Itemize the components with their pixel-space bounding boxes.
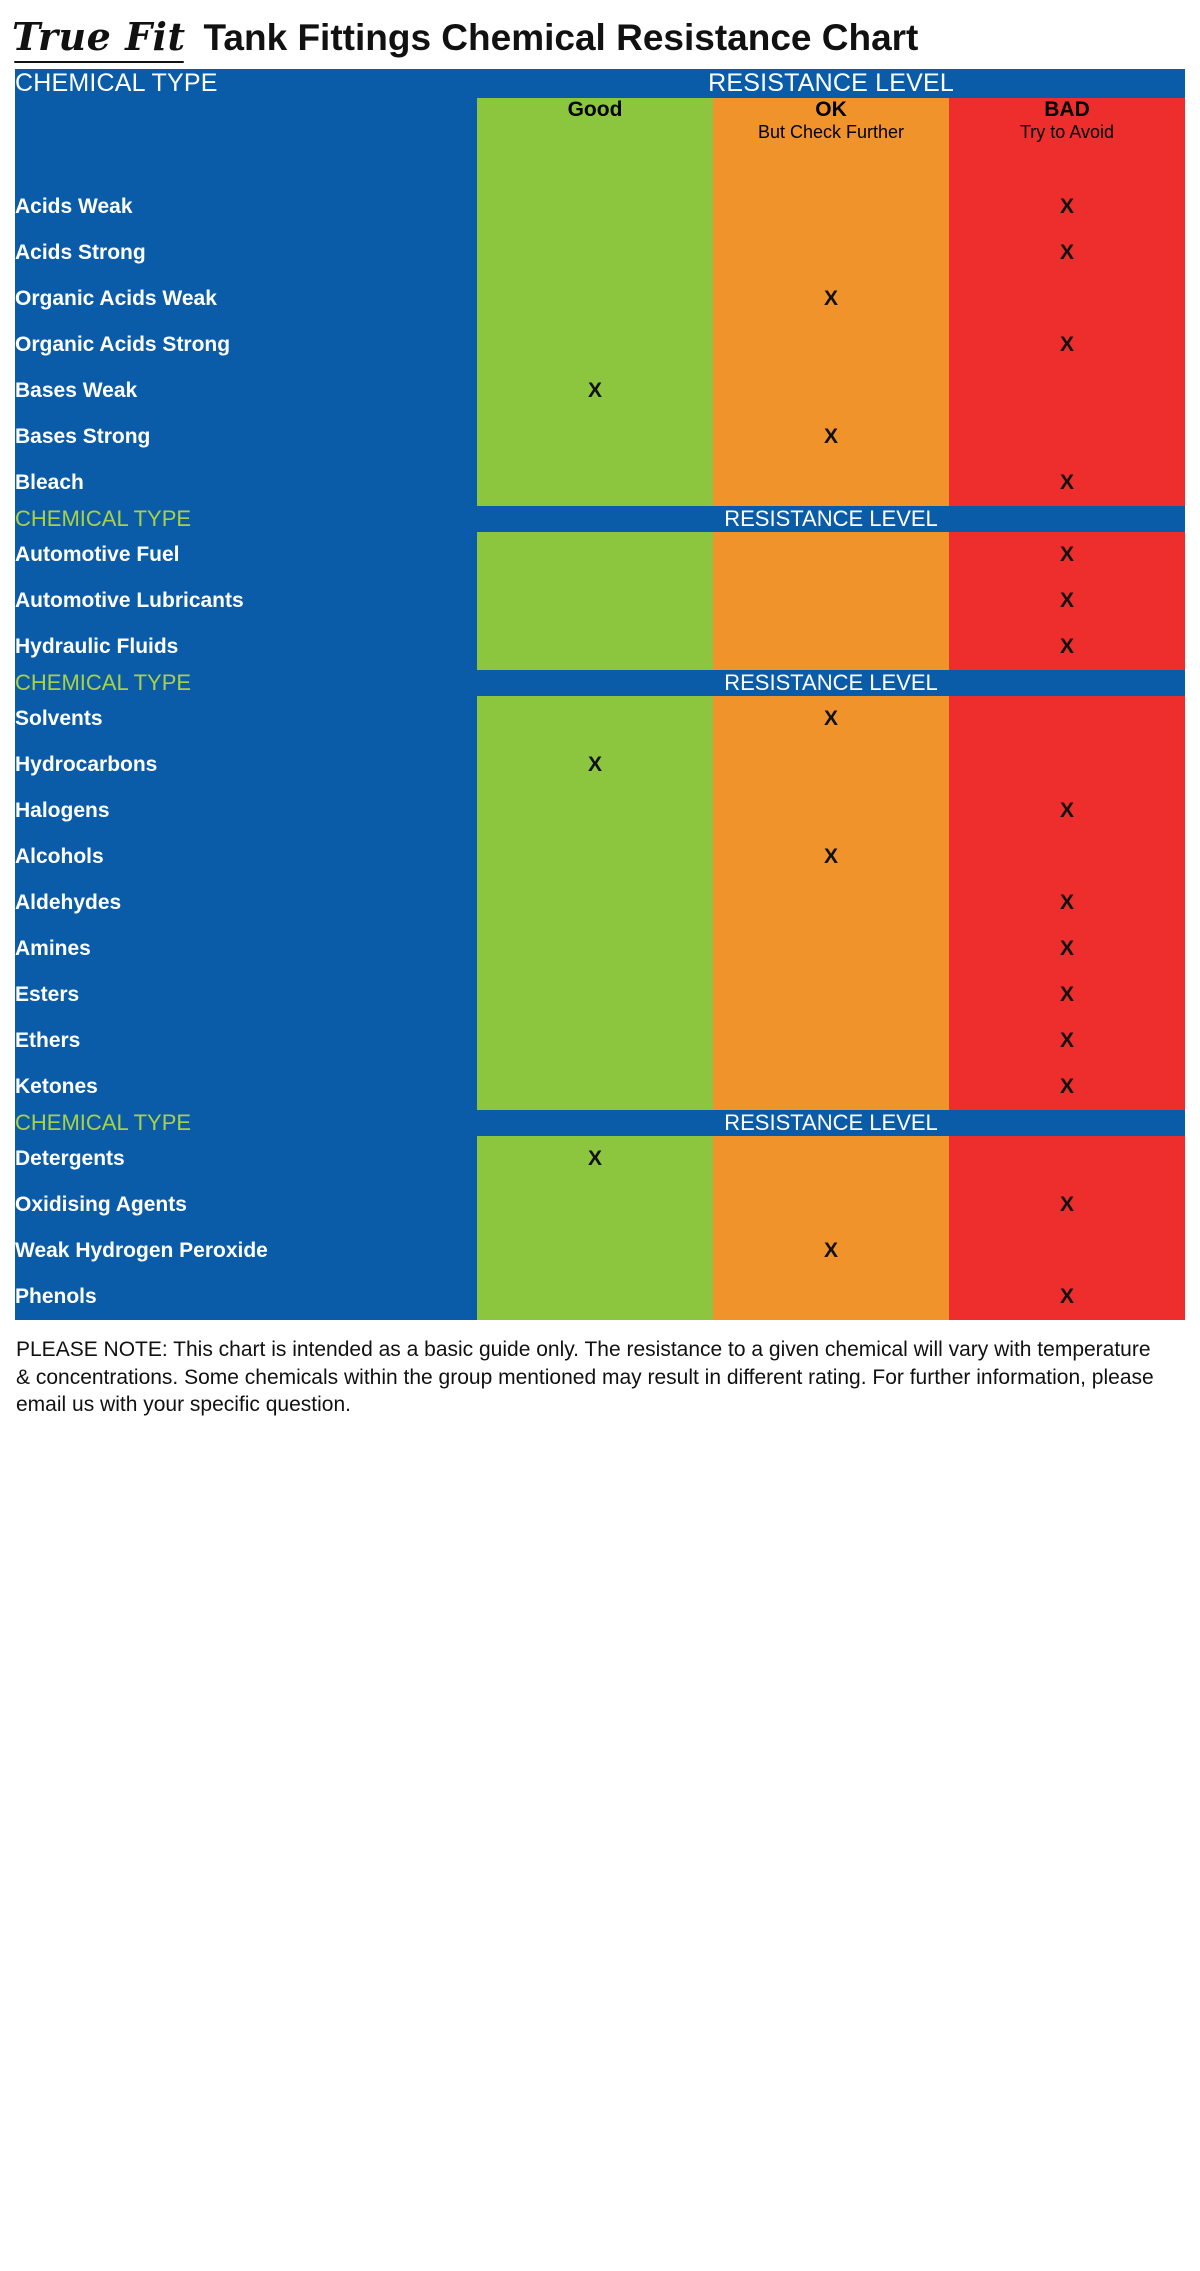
rating-cell-ok: [713, 1182, 949, 1228]
chemical-name: Alcohols: [15, 834, 477, 880]
rating-cell-bad: X: [949, 322, 1185, 368]
rating-cell-ok: X: [713, 1228, 949, 1274]
chemical-name: Bases Strong: [15, 414, 477, 460]
chemical-name: Esters: [15, 972, 477, 1018]
rating-cell-bad: X: [949, 578, 1185, 624]
rating-cell-good: [477, 624, 713, 670]
rating-cell-good: X: [477, 742, 713, 788]
rating-cell-ok: [713, 230, 949, 276]
rating-cell-bad: X: [949, 880, 1185, 926]
rating-cell-bad: [949, 1136, 1185, 1182]
section-resistance-level-label: RESISTANCE LEVEL: [477, 670, 1185, 696]
table-row: [15, 230, 1185, 276]
rating-cell-good: [477, 1182, 713, 1228]
legend-label: OK: [815, 98, 847, 121]
legend-sublabel: But Check Further: [757, 122, 905, 143]
chemical-name: Amines: [15, 926, 477, 972]
rating-cell-ok: [713, 1064, 949, 1110]
rating-cell-good: [477, 276, 713, 322]
table-row: [15, 1018, 1185, 1064]
legend-label: BAD: [1044, 98, 1090, 121]
rating-cell-good: [477, 322, 713, 368]
rating-cell-good: [477, 880, 713, 926]
chemical-name: Detergents: [15, 1136, 477, 1182]
page-header: [0, 0, 1200, 69]
rating-cell-bad: X: [949, 532, 1185, 578]
rating-cell-good: [477, 1064, 713, 1110]
table-row: [15, 322, 1185, 368]
rating-cell-ok: X: [713, 834, 949, 880]
rating-cell-good: [477, 972, 713, 1018]
section-divider-row: [15, 670, 1185, 696]
chemical-name: Acids Weak: [15, 184, 477, 230]
chemical-name: Bleach: [15, 460, 477, 506]
rating-cell-bad: X: [949, 972, 1185, 1018]
legend-label: Good: [567, 98, 623, 121]
rating-cell-bad: [949, 414, 1185, 460]
section-resistance-level-label: RESISTANCE LEVEL: [477, 1110, 1185, 1136]
rating-cell-ok: [713, 624, 949, 670]
table-row: [15, 1182, 1185, 1228]
rating-cell-bad: X: [949, 1182, 1185, 1228]
rating-cell-good: X: [477, 368, 713, 414]
rating-cell-bad: X: [949, 1274, 1185, 1320]
rating-cell-good: [477, 1228, 713, 1274]
rating-cell-ok: [713, 532, 949, 578]
legend-spacer: [15, 98, 477, 184]
table-row: [15, 184, 1185, 230]
rating-cell-good: [477, 230, 713, 276]
rating-cell-good: [477, 578, 713, 624]
rating-cell-ok: [713, 1018, 949, 1064]
rating-cell-ok: [713, 368, 949, 414]
rating-cell-good: [477, 414, 713, 460]
section-chemical-type-label: CHEMICAL TYPE: [15, 1110, 477, 1136]
table-row: [15, 276, 1185, 322]
rating-cell-bad: [949, 834, 1185, 880]
rating-cell-ok: [713, 972, 949, 1018]
rating-cell-ok: X: [713, 414, 949, 460]
rating-cell-ok: [713, 322, 949, 368]
table-row: [15, 834, 1185, 880]
rating-cell-good: [477, 926, 713, 972]
chemical-name: Aldehydes: [15, 880, 477, 926]
legend-row: [15, 98, 1185, 184]
chemical-name: Ethers: [15, 1018, 477, 1064]
rating-cell-ok: [713, 1136, 949, 1182]
table-row: [15, 578, 1185, 624]
rating-cell-ok: [713, 880, 949, 926]
rating-cell-good: [477, 1274, 713, 1320]
table-row: [15, 460, 1185, 506]
rating-cell-ok: [713, 926, 949, 972]
chemical-name: Solvents: [15, 696, 477, 742]
rating-cell-good: [477, 788, 713, 834]
rating-cell-ok: X: [713, 276, 949, 322]
legend-bad: [949, 98, 1185, 184]
rating-cell-ok: [713, 1274, 949, 1320]
rating-cell-bad: X: [949, 926, 1185, 972]
chemical-name: Weak Hydrogen Peroxide: [15, 1228, 477, 1274]
rating-cell-ok: X: [713, 696, 949, 742]
brand-logo: True Fit: [12, 14, 190, 59]
chemical-name: Organic Acids Weak: [15, 276, 477, 322]
chemical-name: Acids Strong: [15, 230, 477, 276]
rating-cell-bad: X: [949, 1018, 1185, 1064]
table-row: [15, 624, 1185, 670]
rating-cell-ok: [713, 184, 949, 230]
header-chemical-type: CHEMICAL TYPE: [15, 69, 477, 98]
chemical-name: Hydrocarbons: [15, 742, 477, 788]
rating-cell-good: [477, 532, 713, 578]
table-row: [15, 926, 1185, 972]
rating-cell-bad: X: [949, 460, 1185, 506]
rating-cell-ok: [713, 742, 949, 788]
table-row: [15, 696, 1185, 742]
table-row: [15, 1136, 1185, 1182]
rating-cell-ok: [713, 788, 949, 834]
rating-cell-bad: [949, 696, 1185, 742]
table-row: [15, 880, 1185, 926]
rating-cell-bad: X: [949, 788, 1185, 834]
rating-cell-bad: X: [949, 184, 1185, 230]
rating-cell-ok: [713, 578, 949, 624]
section-divider-row: [15, 506, 1185, 532]
rating-cell-bad: X: [949, 624, 1185, 670]
chemical-name: Automotive Lubricants: [15, 578, 477, 624]
section-chemical-type-label: CHEMICAL TYPE: [15, 506, 477, 532]
page-title: Tank Fittings Chemical Resistance Chart: [203, 17, 919, 58]
table-row: [15, 742, 1185, 788]
rating-cell-bad: [949, 276, 1185, 322]
legend-good: [477, 98, 713, 184]
table-row: [15, 1274, 1185, 1320]
rating-cell-good: [477, 1018, 713, 1064]
rating-cell-ok: [713, 460, 949, 506]
section-resistance-level-label: RESISTANCE LEVEL: [477, 506, 1185, 532]
rating-cell-bad: [949, 368, 1185, 414]
header-resistance-level: RESISTANCE LEVEL: [477, 69, 1185, 98]
table-row: [15, 972, 1185, 1018]
chemical-name: Organic Acids Strong: [15, 322, 477, 368]
rating-cell-good: [477, 696, 713, 742]
section-chemical-type-label: CHEMICAL TYPE: [15, 670, 477, 696]
rating-cell-bad: X: [949, 230, 1185, 276]
resistance-table: [15, 69, 1185, 1320]
table-header-row: [15, 69, 1185, 98]
section-divider-row: [15, 1110, 1185, 1136]
chemical-name: Automotive Fuel: [15, 532, 477, 578]
rating-cell-good: [477, 834, 713, 880]
rating-cell-bad: [949, 742, 1185, 788]
disclaimer-note: PLEASE NOTE: This chart is intended as a basic guide only. The resistance to a given chemical will vary with temperature & concentrations. Some chemicals within the group mentioned may result in different rating. For further information, please email us with your specific question.: [16, 1338, 1154, 1417]
chemical-name: Oxidising Agents: [15, 1182, 477, 1228]
table-row: [15, 414, 1185, 460]
chemical-name: Hydraulic Fluids: [15, 624, 477, 670]
table-row: [15, 1064, 1185, 1110]
legend-sublabel: Try to Avoid: [1019, 122, 1115, 143]
table-row: [15, 788, 1185, 834]
chemical-name: Phenols: [15, 1274, 477, 1320]
table-row: [15, 368, 1185, 414]
table-row: [15, 532, 1185, 578]
chemical-name: Ketones: [15, 1064, 477, 1110]
rating-cell-good: [477, 460, 713, 506]
table-row: [15, 1228, 1185, 1274]
rating-cell-good: [477, 184, 713, 230]
chemical-name: Halogens: [15, 788, 477, 834]
chemical-name: Bases Weak: [15, 368, 477, 414]
rating-cell-bad: [949, 1228, 1185, 1274]
rating-cell-good: X: [477, 1136, 713, 1182]
rating-cell-bad: X: [949, 1064, 1185, 1110]
legend-ok: [713, 98, 949, 184]
